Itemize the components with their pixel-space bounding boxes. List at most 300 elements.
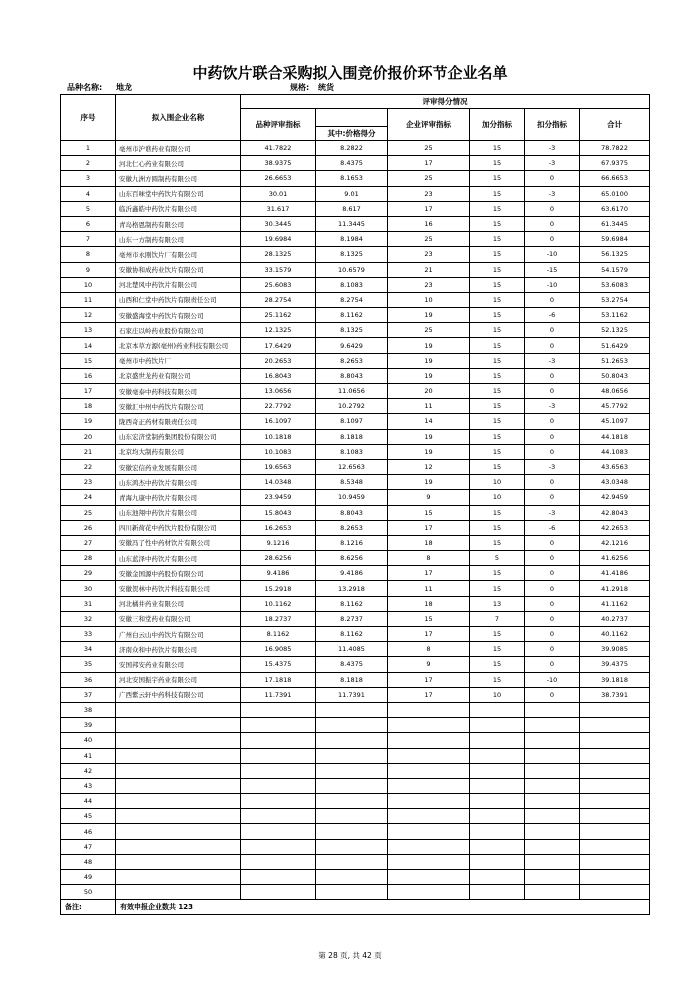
seq-cell: 9 [61, 262, 116, 277]
bonus-cell: 15 [470, 308, 525, 323]
seq-cell: 10 [61, 277, 116, 292]
enterprise-index-cell: 25 [388, 323, 470, 338]
seq-cell: 12 [61, 308, 116, 323]
price-score-cell: 8.1325 [316, 323, 388, 338]
deduct-cell [525, 702, 580, 717]
seq-cell: 5 [61, 201, 116, 216]
enterprise-index-cell [388, 809, 470, 824]
enterprise-index-cell: 8 [388, 642, 470, 657]
seq-cell: 25 [61, 505, 116, 520]
price-score-cell: 8.1162 [316, 308, 388, 323]
enterprise-index-cell: 19 [388, 308, 470, 323]
header-deduct: 扣分指标 [525, 109, 580, 141]
seq-cell: 33 [61, 627, 116, 642]
table-row [61, 353, 650, 368]
table-row [61, 870, 650, 885]
bonus-cell [470, 748, 525, 763]
company-cell: 安徽协和成药业饮片有限公司 [116, 262, 241, 277]
deduct-cell: 0 [525, 687, 580, 702]
company-cell: 陇西奇正药材有限责任公司 [116, 414, 241, 429]
enterprise-index-cell [388, 839, 470, 854]
company-cell [116, 854, 241, 869]
bonus-cell: 15 [470, 277, 525, 292]
enterprise-index-cell: 21 [388, 262, 470, 277]
total-cell [580, 794, 650, 809]
price-score-cell: 8.2822 [316, 141, 388, 156]
remark-label: 备注: [61, 900, 116, 915]
company-cell: 四川新荷花中药饮片股份有限公司 [116, 520, 241, 535]
header-company: 拟入围企业名称 [116, 95, 241, 141]
deduct-cell [525, 763, 580, 778]
variety-index-cell: 17.6429 [241, 338, 316, 353]
total-cell: 39.9085 [580, 642, 650, 657]
bonus-cell [470, 824, 525, 839]
deduct-cell: 0 [525, 414, 580, 429]
table-row [61, 201, 650, 216]
company-cell: 山东百味堂中药饮片有限公司 [116, 186, 241, 201]
table-row [61, 171, 650, 186]
seq-cell: 30 [61, 581, 116, 596]
enterprise-table [60, 94, 650, 915]
variety-index-cell: 10.1083 [241, 444, 316, 459]
variety-index-cell [241, 763, 316, 778]
deduct-cell: 0 [525, 611, 580, 626]
seq-cell: 34 [61, 642, 116, 657]
company-cell: 安国邦安药业有限公司 [116, 657, 241, 672]
table-row [61, 642, 650, 657]
enterprise-index-cell: 17 [388, 672, 470, 687]
enterprise-index-cell: 14 [388, 414, 470, 429]
total-cell: 43.6563 [580, 459, 650, 474]
seq-cell: 47 [61, 839, 116, 854]
total-cell [580, 870, 650, 885]
enterprise-index-cell: 19 [388, 429, 470, 444]
variety-index-cell: 30.01 [241, 186, 316, 201]
company-cell: 安徽三和堂药业有限公司 [116, 611, 241, 626]
price-score-cell: 13.2918 [316, 581, 388, 596]
price-score-cell: 8.1162 [316, 627, 388, 642]
price-score-cell: 9.6429 [316, 338, 388, 353]
bonus-cell: 15 [470, 414, 525, 429]
price-score-cell [316, 794, 388, 809]
seq-cell: 37 [61, 687, 116, 702]
bonus-cell: 13 [470, 596, 525, 611]
company-cell: 山东池翔中药饮片有限公司 [116, 505, 241, 520]
bonus-cell: 15 [470, 566, 525, 581]
table-row [61, 429, 650, 444]
company-cell [116, 870, 241, 885]
price-score-cell: 10.9459 [316, 490, 388, 505]
enterprise-index-cell: 23 [388, 277, 470, 292]
total-cell: 53.6083 [580, 277, 650, 292]
bonus-cell: 15 [470, 505, 525, 520]
total-cell: 42.9459 [580, 490, 650, 505]
enterprise-index-cell: 17 [388, 520, 470, 535]
variety-index-cell: 25.6083 [241, 277, 316, 292]
enterprise-index-cell: 11 [388, 581, 470, 596]
deduct-cell: 0 [525, 292, 580, 307]
bonus-cell: 15 [470, 535, 525, 550]
deduct-cell: 0 [525, 642, 580, 657]
table-row [61, 308, 650, 323]
company-cell: 山东宏济堂制药集团股份有限公司 [116, 429, 241, 444]
deduct-cell: 0 [525, 171, 580, 186]
total-cell: 42.1216 [580, 535, 650, 550]
seq-cell: 6 [61, 216, 116, 231]
company-cell [116, 748, 241, 763]
price-score-cell [316, 809, 388, 824]
bonus-cell: 10 [470, 687, 525, 702]
enterprise-index-cell [388, 702, 470, 717]
bonus-cell: 15 [470, 216, 525, 231]
deduct-cell: 0 [525, 323, 580, 338]
price-score-cell: 8.1818 [316, 672, 388, 687]
price-score-cell: 12.6563 [316, 459, 388, 474]
total-cell: 44.1818 [580, 429, 650, 444]
table-row [61, 794, 650, 809]
enterprise-index-cell [388, 718, 470, 733]
company-cell: 山西和仁堂中药饮片有限责任公司 [116, 292, 241, 307]
variety-index-cell: 19.6984 [241, 232, 316, 247]
deduct-cell: -10 [525, 277, 580, 292]
enterprise-index-cell: 12 [388, 459, 470, 474]
bonus-cell: 15 [470, 262, 525, 277]
total-cell [580, 885, 650, 900]
variety-index-cell [241, 809, 316, 824]
company-cell: 安徽金国源中药股份有限公司 [116, 566, 241, 581]
total-cell: 45.1097 [580, 414, 650, 429]
seq-cell: 21 [61, 444, 116, 459]
spec-label: 规格: [290, 83, 310, 92]
total-cell [580, 763, 650, 778]
enterprise-index-cell: 18 [388, 535, 470, 550]
company-cell [116, 763, 241, 778]
company-cell: 山东一方制药有限公司 [116, 232, 241, 247]
table-body [61, 141, 650, 900]
price-score-cell [316, 763, 388, 778]
company-cell [116, 778, 241, 793]
table-row [61, 657, 650, 672]
company-cell [116, 702, 241, 717]
company-cell [116, 718, 241, 733]
company-cell [116, 885, 241, 900]
enterprise-index-cell: 25 [388, 232, 470, 247]
bonus-cell [470, 702, 525, 717]
seq-cell: 42 [61, 763, 116, 778]
deduct-cell: 0 [525, 627, 580, 642]
seq-cell: 43 [61, 778, 116, 793]
table-row [61, 490, 650, 505]
page-footer: 第 28 页, 共 42 页 [318, 951, 382, 960]
total-cell: 59.6984 [580, 232, 650, 247]
enterprise-index-cell: 9 [388, 490, 470, 505]
enterprise-index-cell: 18 [388, 596, 470, 611]
bonus-cell [470, 733, 525, 748]
table-row [61, 323, 650, 338]
company-cell: 安徽九洲方圆制药有限公司 [116, 171, 241, 186]
price-score-cell: 10.6579 [316, 262, 388, 277]
deduct-cell: 0 [525, 551, 580, 566]
total-cell: 48.0656 [580, 384, 650, 399]
total-cell: 66.6653 [580, 171, 650, 186]
bonus-cell: 15 [470, 186, 525, 201]
bonus-cell [470, 718, 525, 733]
seq-cell: 40 [61, 733, 116, 748]
variety-index-cell: 10.1162 [241, 596, 316, 611]
variety-index-cell [241, 824, 316, 839]
seq-cell: 48 [61, 854, 116, 869]
company-cell: 北京盛世龙药业有限公司 [116, 368, 241, 383]
deduct-cell: 0 [525, 429, 580, 444]
price-score-cell [316, 839, 388, 854]
price-score-cell: 8.2737 [316, 611, 388, 626]
seq-cell: 7 [61, 232, 116, 247]
total-cell [580, 718, 650, 733]
variety-index-cell: 28.6256 [241, 551, 316, 566]
variety-index-cell: 33.1579 [241, 262, 316, 277]
variety-index-cell: 25.1162 [241, 308, 316, 323]
table-row [61, 414, 650, 429]
deduct-cell: -3 [525, 399, 580, 414]
variety-index-cell: 18.2737 [241, 611, 316, 626]
total-cell: 53.1162 [580, 308, 650, 323]
price-score-cell: 8.6256 [316, 551, 388, 566]
price-score-cell: 8.1097 [316, 414, 388, 429]
total-cell: 41.1162 [580, 596, 650, 611]
table-row [61, 535, 650, 550]
table-row [61, 672, 650, 687]
total-cell: 53.2754 [580, 292, 650, 307]
deduct-cell: -6 [525, 308, 580, 323]
total-cell: 41.6256 [580, 551, 650, 566]
seq-cell: 36 [61, 672, 116, 687]
variety-index-cell: 9.1216 [241, 535, 316, 550]
variety-index-cell: 15.2918 [241, 581, 316, 596]
company-cell: 广西紫云轩中药科技有限公司 [116, 687, 241, 702]
enterprise-index-cell [388, 763, 470, 778]
enterprise-index-cell [388, 854, 470, 869]
company-cell: 临沂鑫皓中药饮片有限公司 [116, 201, 241, 216]
bonus-cell: 15 [470, 247, 525, 262]
total-cell: 67.9375 [580, 156, 650, 171]
enterprise-index-cell: 15 [388, 611, 470, 626]
price-score-cell: 8.2653 [316, 353, 388, 368]
seq-cell: 17 [61, 384, 116, 399]
bonus-cell: 15 [470, 156, 525, 171]
seq-cell: 3 [61, 171, 116, 186]
price-score-cell [316, 870, 388, 885]
company-cell: 青海九康中药饮片有限公司 [116, 490, 241, 505]
bonus-cell: 10 [470, 490, 525, 505]
table-row [61, 733, 650, 748]
variety-index-cell: 28.2754 [241, 292, 316, 307]
enterprise-index-cell: 17 [388, 156, 470, 171]
table-row [61, 459, 650, 474]
price-score-cell [316, 733, 388, 748]
price-score-cell: 9.01 [316, 186, 388, 201]
bonus-cell [470, 839, 525, 854]
table-row [61, 156, 650, 171]
total-cell [580, 778, 650, 793]
price-score-cell: 8.8043 [316, 368, 388, 383]
table-row [61, 520, 650, 535]
variety-index-cell: 20.2653 [241, 353, 316, 368]
seq-cell: 19 [61, 414, 116, 429]
variety-index-cell [241, 702, 316, 717]
header-enterprise-index: 企业评审指标 [388, 109, 470, 141]
company-cell: 河北橘井药业有限公司 [116, 596, 241, 611]
enterprise-index-cell: 23 [388, 186, 470, 201]
variety-index-cell: 9.4186 [241, 566, 316, 581]
bonus-cell [470, 885, 525, 900]
table-row [61, 581, 650, 596]
table-row [61, 399, 650, 414]
seq-cell: 41 [61, 748, 116, 763]
price-score-cell: 8.8043 [316, 505, 388, 520]
company-cell: 河北仁心药业有限公司 [116, 156, 241, 171]
bonus-cell: 15 [470, 141, 525, 156]
price-score-cell: 11.7391 [316, 687, 388, 702]
bonus-cell: 15 [470, 429, 525, 444]
deduct-cell [525, 839, 580, 854]
deduct-cell [525, 824, 580, 839]
deduct-cell [525, 778, 580, 793]
variety-index-cell [241, 794, 316, 809]
deduct-cell: -3 [525, 505, 580, 520]
variety-index-cell: 10.1818 [241, 429, 316, 444]
deduct-cell: 0 [525, 368, 580, 383]
table-row [61, 748, 650, 763]
deduct-cell: 0 [525, 596, 580, 611]
bonus-cell: 15 [470, 201, 525, 216]
total-cell: 65.0100 [580, 186, 650, 201]
bonus-cell: 15 [470, 657, 525, 672]
bonus-cell: 15 [470, 459, 525, 474]
enterprise-index-cell: 19 [388, 475, 470, 490]
total-cell [580, 748, 650, 763]
price-score-cell [316, 748, 388, 763]
bonus-cell: 5 [470, 551, 525, 566]
company-cell: 安徽冯了性中药材饮片有限公司 [116, 535, 241, 550]
total-cell: 38.7391 [580, 687, 650, 702]
seq-cell: 28 [61, 551, 116, 566]
variety-index-cell: 22.7792 [241, 399, 316, 414]
total-cell: 45.7792 [580, 399, 650, 414]
bonus-cell: 7 [470, 611, 525, 626]
deduct-cell: 0 [525, 384, 580, 399]
deduct-cell: -10 [525, 672, 580, 687]
enterprise-index-cell [388, 778, 470, 793]
enterprise-index-cell [388, 733, 470, 748]
price-score-cell: 8.617 [316, 201, 388, 216]
bonus-cell [470, 870, 525, 885]
bonus-cell: 15 [470, 232, 525, 247]
table-row [61, 292, 650, 307]
company-cell: 山东鸿杰中药饮片有限公司 [116, 475, 241, 490]
variety-index-cell [241, 778, 316, 793]
table-row [61, 505, 650, 520]
deduct-cell [525, 733, 580, 748]
total-cell: 44.1083 [580, 444, 650, 459]
table-row [61, 718, 650, 733]
deduct-cell: -3 [525, 141, 580, 156]
enterprise-index-cell [388, 748, 470, 763]
seq-cell: 24 [61, 490, 116, 505]
bonus-cell: 15 [470, 672, 525, 687]
enterprise-index-cell: 19 [388, 368, 470, 383]
bonus-cell: 15 [470, 627, 525, 642]
seq-cell: 13 [61, 323, 116, 338]
price-score-cell: 11.3445 [316, 216, 388, 231]
deduct-cell: 0 [525, 338, 580, 353]
bonus-cell: 15 [470, 338, 525, 353]
company-cell [116, 839, 241, 854]
variety-value: 地龙 [116, 83, 132, 92]
seq-cell: 39 [61, 718, 116, 733]
variety-index-cell: 8.1162 [241, 627, 316, 642]
variety-index-cell: 17.1818 [241, 672, 316, 687]
total-cell: 52.1325 [580, 323, 650, 338]
variety-index-cell: 41.7822 [241, 141, 316, 156]
company-cell: 石家庄以岭药业股份有限公司 [116, 323, 241, 338]
deduct-cell [525, 854, 580, 869]
table-row [61, 277, 650, 292]
deduct-cell: 0 [525, 657, 580, 672]
table-row [61, 854, 650, 869]
seq-cell: 32 [61, 611, 116, 626]
seq-cell: 27 [61, 535, 116, 550]
enterprise-index-cell: 19 [388, 353, 470, 368]
enterprise-index-cell: 9 [388, 657, 470, 672]
deduct-cell: 0 [525, 490, 580, 505]
total-cell [580, 824, 650, 839]
table-row [61, 368, 650, 383]
header-score-group: 评审得分情况 [241, 95, 650, 109]
seq-cell: 20 [61, 429, 116, 444]
enterprise-index-cell: 17 [388, 201, 470, 216]
company-cell [116, 794, 241, 809]
table-row [61, 702, 650, 717]
seq-cell: 11 [61, 292, 116, 307]
variety-index-cell [241, 870, 316, 885]
company-cell: 河北楚风中药饮片有限公司 [116, 277, 241, 292]
total-cell [580, 733, 650, 748]
seq-cell: 50 [61, 885, 116, 900]
variety-index-cell: 30.3445 [241, 216, 316, 231]
seq-cell: 14 [61, 338, 116, 353]
header-price-score: 其中:价格得分 [316, 127, 388, 141]
seq-cell: 23 [61, 475, 116, 490]
header-price-blank [316, 109, 388, 127]
price-score-cell: 8.2653 [316, 520, 388, 535]
deduct-cell: 0 [525, 581, 580, 596]
enterprise-index-cell: 11 [388, 399, 470, 414]
table-row [61, 839, 650, 854]
table-row [61, 611, 650, 626]
total-cell [580, 854, 650, 869]
seq-cell: 35 [61, 657, 116, 672]
seq-cell: 49 [61, 870, 116, 885]
bonus-cell: 15 [470, 642, 525, 657]
price-score-cell [316, 885, 388, 900]
variety-index-cell: 23.9459 [241, 490, 316, 505]
deduct-cell: -3 [525, 459, 580, 474]
deduct-cell: 0 [525, 232, 580, 247]
variety-index-cell: 19.6563 [241, 459, 316, 474]
company-cell: 亳州市永刚饮片厂有限公司 [116, 247, 241, 262]
company-cell: 安徽汇中州中药饮片有限公司 [116, 399, 241, 414]
seq-cell: 38 [61, 702, 116, 717]
